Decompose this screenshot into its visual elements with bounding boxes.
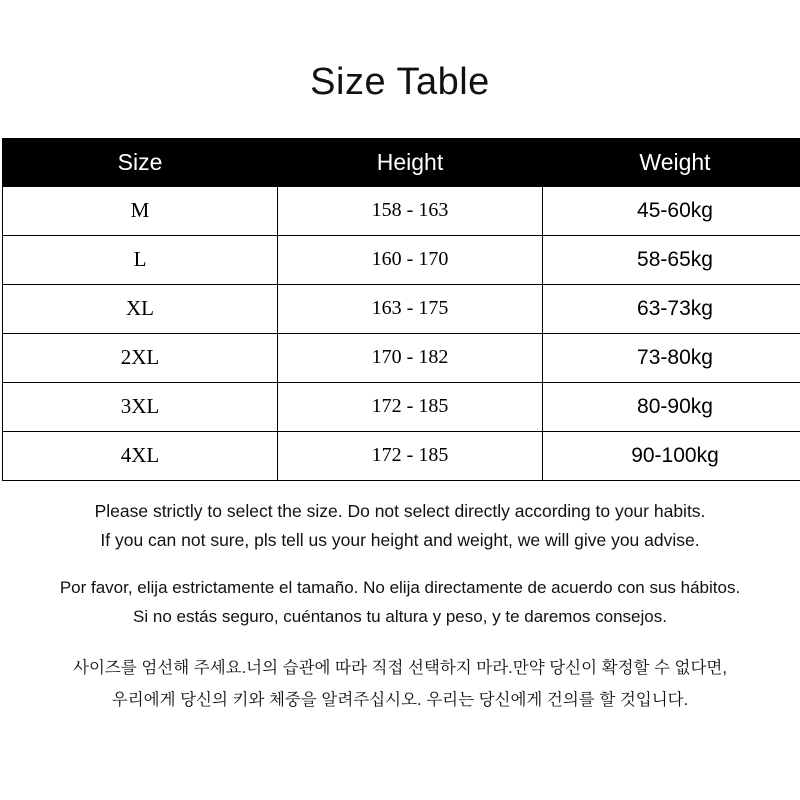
cell-height: 172 - 185: [278, 431, 543, 480]
cell-weight: 73-80kg: [543, 333, 800, 382]
notes-english: [10, 497, 790, 555]
size-table: [2, 138, 800, 481]
column-header-weight: Weight: [543, 138, 800, 186]
notes-korean: [10, 652, 790, 716]
size-table-head: [3, 138, 800, 186]
column-header-size: Size: [3, 138, 278, 186]
cell-size: XL: [3, 284, 278, 333]
column-header-height: Height: [278, 138, 543, 186]
cell-weight: 90-100kg: [543, 431, 800, 480]
table-row: [3, 186, 800, 235]
note-english-line-2: If you can not sure, pls tell us your height and weight, we will give you advise.: [100, 529, 700, 550]
cell-height: 170 - 182: [278, 333, 543, 382]
table-row: [3, 382, 800, 431]
cell-size: 2XL: [3, 333, 278, 382]
cell-height: 172 - 185: [278, 382, 543, 431]
notes-spanish: [10, 573, 790, 633]
cell-weight: 80-90kg: [543, 382, 800, 431]
note-english-line-1: Please strictly to select the size. Do not select directly according to your habits.: [94, 500, 706, 521]
table-row: [3, 284, 800, 333]
page-title: Size Table: [310, 61, 490, 103]
cell-weight: 45-60kg: [543, 186, 800, 235]
cell-weight: 58-65kg: [543, 235, 800, 284]
cell-size: 4XL: [3, 431, 278, 480]
table-row: [3, 333, 800, 382]
note-spanish-line-2: Si no estás seguro, cuéntanos tu altura y peso, y te daremos consejos.: [133, 607, 667, 627]
note-korean-line-1: 사이즈를 엄선해 주세요.너의 습관에 따라 직접 선택하지 마라.만약 당신이 확정할 수 없다면,: [73, 659, 727, 678]
cell-height: 163 - 175: [278, 284, 543, 333]
cell-height: 158 - 163: [278, 186, 543, 235]
table-row: [3, 235, 800, 284]
cell-height: 160 - 170: [278, 235, 543, 284]
cell-size: 3XL: [3, 382, 278, 431]
note-spanish-line-1: Por favor, elija estrictamente el tamaño. No elija directamente de acuerdo con sus hábitos.: [59, 577, 741, 597]
size-table-container: [0, 138, 800, 481]
notes-section: [0, 497, 800, 717]
table-row: [3, 431, 800, 480]
cell-size: L: [3, 235, 278, 284]
cell-weight: 63-73kg: [543, 284, 800, 333]
note-korean-line-2: 우리에게 당신의 키와 체중을 알려주십시오. 우리는 당신에게 건의를 할 것입니다.: [111, 691, 689, 710]
cell-size: M: [3, 186, 278, 235]
size-table-body: [3, 186, 800, 480]
table-header-row: [3, 138, 800, 186]
